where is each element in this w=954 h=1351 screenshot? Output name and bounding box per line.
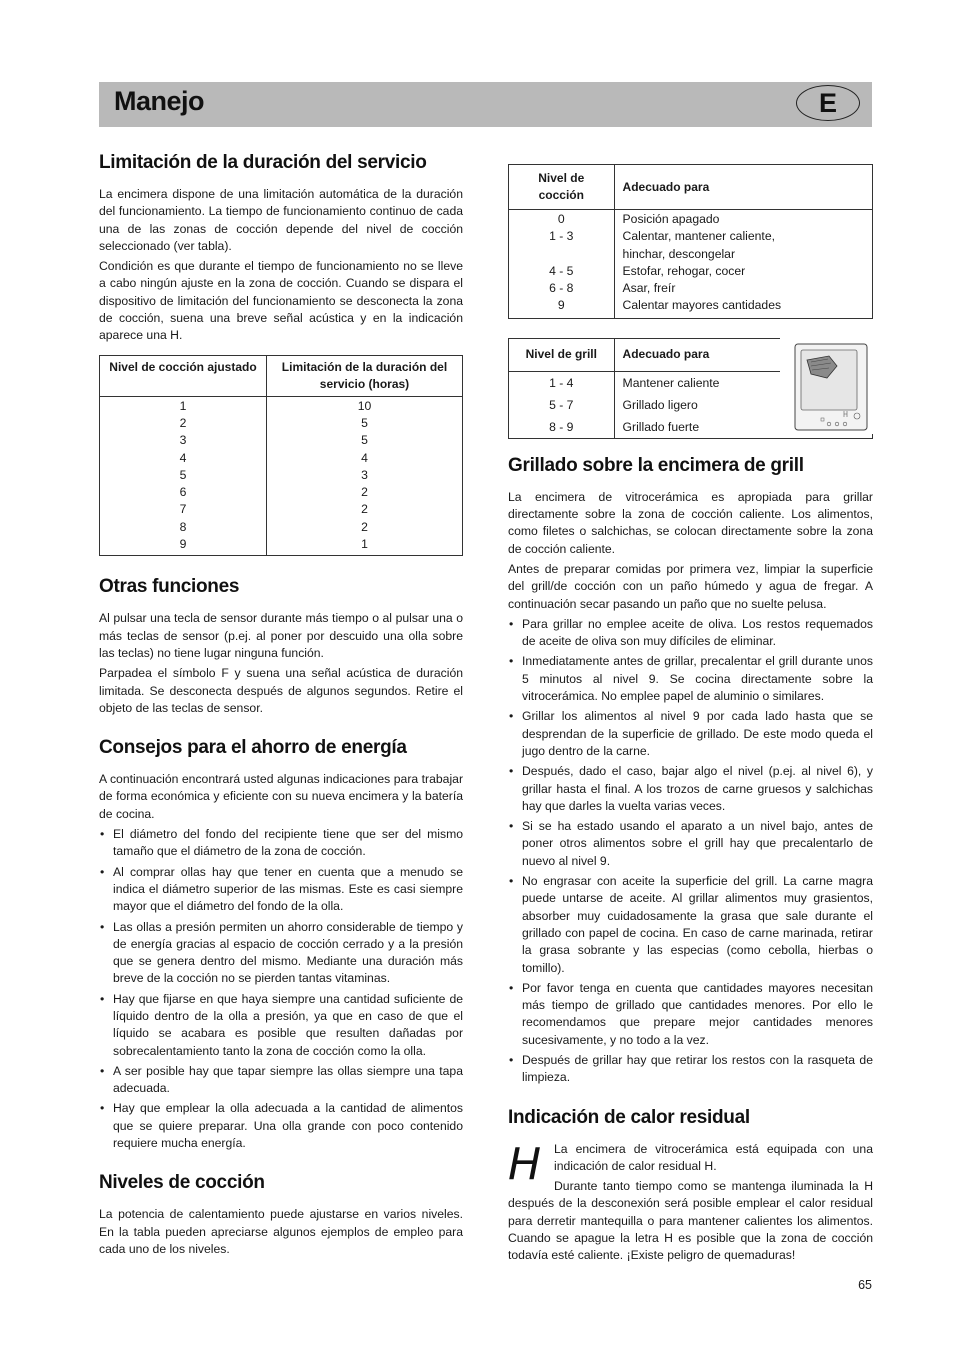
- section-grillado: [508, 455, 873, 1087]
- table-header: Limitación de la duración del servicio (horas): [266, 355, 462, 396]
- table-cell: 1 - 4: [549, 375, 574, 390]
- list-item: • Después, dado el caso, bajar algo el nivel (p.ej. al nivel 6), y grillar hasta el final. A los trozos de carne gruesos y salchichas hay que darles la vuelta varias veces.: [508, 763, 873, 815]
- table-cell: 2: [361, 485, 368, 500]
- table-cell: Grillado fuerte: [622, 419, 700, 434]
- paragraph: A continuación encontrará usted algunas indicaciones para trabajar de forma económica y eficiente con su nueva encimera y la batería de cocina.: [99, 772, 463, 821]
- header-bar: [99, 82, 872, 127]
- table-cell: 6: [179, 485, 187, 500]
- heading-grillado: Grillado sobre la encimera de grill: [508, 454, 804, 476]
- hours-cell: [266, 396, 462, 556]
- page-title: Manejo: [114, 86, 205, 116]
- right-column: [508, 164, 873, 1268]
- grill-hob-illustration: [780, 338, 873, 434]
- table-cell: hinchar, descongelar: [622, 246, 736, 261]
- table-cell: [509, 246, 614, 263]
- table-header: Nivel de grill: [509, 338, 615, 371]
- table-cell: 4: [179, 450, 187, 465]
- table-cell: 3: [179, 433, 187, 448]
- list-item: • No engrasar con aceite la superficie del grill. La carne magra puede untarse de aceite. Al grillar alimentos muy grasientos, absorber muy cuidadosamente la grasa que sale durante el grillado con papel de cocina. En caso de carne marinada, retirar la grasa sobrante y las especias (como cebolla, hierbas o tomillo).: [508, 873, 873, 977]
- list-item: • Para grillar no emplee aceite de oliva. Los restos requemados de aceite de oliva son muy difíciles de eliminar.: [508, 616, 873, 651]
- bullet-list: [508, 616, 873, 1087]
- uses-cell: [614, 210, 872, 319]
- list-item: • A ser posible hay que tapar siempre las ollas siempre una tapa adecuada.: [99, 1063, 463, 1098]
- paragraph: La potencia de calentamiento puede ajustarse en varios niveles. En la tabla pueden apreciarse algunos ejemplos de empleo para cada uno de los niveles.: [99, 1207, 463, 1256]
- table-cell: 2: [361, 519, 368, 534]
- table-cell: 8: [179, 519, 187, 534]
- language-badge: E: [796, 85, 860, 121]
- table-cell: 9: [557, 298, 565, 313]
- cooking-level-table: [508, 164, 873, 319]
- grill-table-wrapper: [508, 338, 873, 439]
- list-item: • El diámetro del fondo del recipiente tiene que ser del mismo tamaño que el diámetro de la zona de cocción.: [99, 826, 463, 861]
- paragraph: Durante tanto tiempo como se mantenga iluminada la H después de la desconexión será posible emplear el calor residual para derretir mantequilla o para mantener calientes los alimentos. Cuando se apague la letra H es posible que la zona de cocción todavía esté caliente. ¡Existe peligro de quemaduras!: [508, 1179, 873, 1263]
- levels-cell: [509, 210, 615, 319]
- section-limitacion: [99, 152, 463, 556]
- residual-heat-h-icon: H: [508, 1138, 542, 1190]
- list-item: • Al comprar ollas hay que tener en cuenta que a menudo se indica el diámetro superior de las mismas. Este es casi siempre mayor que el diámetro del fondo de la olla.: [99, 864, 463, 916]
- table-cell: 6 - 8: [549, 281, 574, 296]
- heading-limitacion: Limitación de la duración del servicio: [99, 152, 427, 173]
- list-item: • Grillar los alimentos al nivel 9 por cada lado hasta que se desprendan de la superficie de grillado. De este modo queda el jugo dentro de la carne.: [508, 708, 873, 760]
- table-cell: 9: [179, 537, 187, 552]
- table-header: Nivel de cocción ajustado: [100, 355, 267, 396]
- duration-limit-table: [99, 355, 463, 557]
- table-cell: 1 - 3: [549, 229, 574, 244]
- table-header: Nivel de cocción: [509, 165, 615, 210]
- paragraph: Al pulsar una tecla de sensor durante más tiempo o al pulsar una o más teclas de sensor (p.ej. al poner por descuido una olla sobre las teclas) no tiene lugar ninguna función.: [99, 611, 463, 660]
- table-cell: 2: [361, 502, 368, 517]
- table-cell: 5 - 7: [549, 397, 574, 412]
- list-item: • Las ollas a presión permiten un ahorro considerable de tiempo y de energía gracias al espacio de cocción cerrado y a la presión que se genera dentro del mismo. Mediante una duración más breve de la cocción no se pierden tantas vitaminas.: [99, 919, 463, 988]
- list-item: • Después de grillar hay que retirar los restos con la rasqueta de limpieza.: [508, 1052, 873, 1087]
- paragraph: La encimera dispone de una limitación automática de la duración del funcionamiento. La tiempo de funcionamiento continuo de cada una de las zonas de cocción depende del nivel de cocción seleccionado (ver tabla).: [99, 187, 463, 253]
- table-cell: Estofar, rehogar, cocer: [622, 263, 746, 278]
- bullet-list: [99, 826, 463, 1152]
- table-cell: 0: [557, 212, 565, 226]
- table-cell: 4 - 5: [549, 263, 574, 278]
- paragraph: La encimera de vitrocerámica es apropiada para grillar directamente sobre la zona de cocción caliente. Los alimentos, como filetes o salchichas, se colocan directamente sobre la zona de cocción caliente.: [508, 489, 873, 556]
- section-otras-funciones: [99, 576, 463, 717]
- table-cell: 7: [179, 502, 187, 517]
- heading-calor-residual: Indicación de calor residual: [508, 1106, 750, 1128]
- levels-cell: [100, 396, 267, 556]
- table-cell: Calentar, mantener caliente,: [622, 229, 775, 244]
- table-cell: 5: [179, 467, 187, 482]
- section-calor-residual: [508, 1107, 873, 1265]
- left-column: [99, 152, 463, 1261]
- table-cell: 1: [361, 537, 368, 552]
- paragraph: Condición es que durante el tiempo de funcionamiento no se lleve a cabo ningún ajuste en la zona de cocción. Cuando se dispara el dispositivo de limitación del funcionamiento se desconecta la zona de cocción, suena una breve señal acústica y en la indicación aparece una H.: [99, 259, 463, 343]
- table-cell: Asar, freír: [622, 281, 676, 296]
- section-consejos: [99, 737, 463, 1152]
- list-item: • Hay que fijarse en que haya siempre una cantidad suficiente de líquido dentro de la olla a presión, ya que en caso de que el líquido se acabara es posible que resulten dañadas por sobrecalentamiento tanto la zona de cocción como la olla.: [99, 991, 463, 1060]
- list-item: • Inmediatamente antes de grillar, precalentar el grill durante unos 5 minutos al nivel 9. Se cocina directamente sobre la vitrocerámica. No emplee papel de aluminio o similares.: [508, 653, 873, 705]
- table-cell: 5: [361, 433, 368, 448]
- table-cell: 10: [357, 398, 372, 413]
- paragraph: Parpadea el símbolo F y suena una señal acústica de duración limitada. Se desconecta después de algunos segundos. Retire el objeto de las teclas de sensor.: [99, 666, 463, 715]
- heading-consejos: Consejos para el ahorro de energía: [99, 737, 407, 759]
- table-cell: 5: [361, 415, 368, 430]
- paragraph: Antes de preparar comidas por primera vez, limpiar la superficie del grill/de cocción con un paño húmedo y agua de fregar. A continuación secar pasando un paño que no suelte pelusa.: [508, 561, 873, 611]
- grill-hob-icon: [781, 338, 873, 434]
- table-header: Adecuado para: [614, 338, 872, 371]
- heading-niveles: Niveles de cocción: [99, 1172, 265, 1194]
- table-cell: Calentar mayores cantidades: [622, 298, 782, 313]
- list-item: • Si se ha estado usando el aparato a un nivel bajo, antes de poner otros alimentos sobre el grill hay que precalentarlo de nuevo al nivel 9.: [508, 818, 873, 870]
- heading-otras-funciones: Otras funciones: [99, 576, 240, 598]
- paragraph: La encimera de vitrocerámica está equipada con una indicación de calor residual H.: [554, 1141, 873, 1173]
- table-cell: 8 - 9: [549, 419, 574, 434]
- table-cell: 3: [361, 467, 368, 482]
- table-cell: 1: [179, 398, 187, 413]
- section-niveles: [99, 1172, 463, 1258]
- table-cell: Posición apagado: [622, 212, 720, 226]
- page-number: 65: [858, 1278, 872, 1292]
- table-cell: 4: [361, 450, 368, 465]
- table-cell: Grillado ligero: [622, 397, 698, 412]
- list-item: • Por favor tenga en cuenta que cantidades mayores necesitan más tiempo de grillado que cantidades menores. Por ello le recomendamos que prepare mejor cantidades menores sucesivamente, y no todo a la vez.: [508, 980, 873, 1049]
- list-item: • Hay que emplear la olla adecuada a la cantidad de alimentos que se quiere preparar. Una olla grande con poco contenido requiere mucha energía.: [99, 1100, 463, 1152]
- table-cell: 2: [179, 415, 187, 430]
- grill-levels-cell: [509, 371, 615, 438]
- table-header: Adecuado para: [614, 165, 872, 210]
- table-cell: Mantener caliente: [622, 375, 720, 390]
